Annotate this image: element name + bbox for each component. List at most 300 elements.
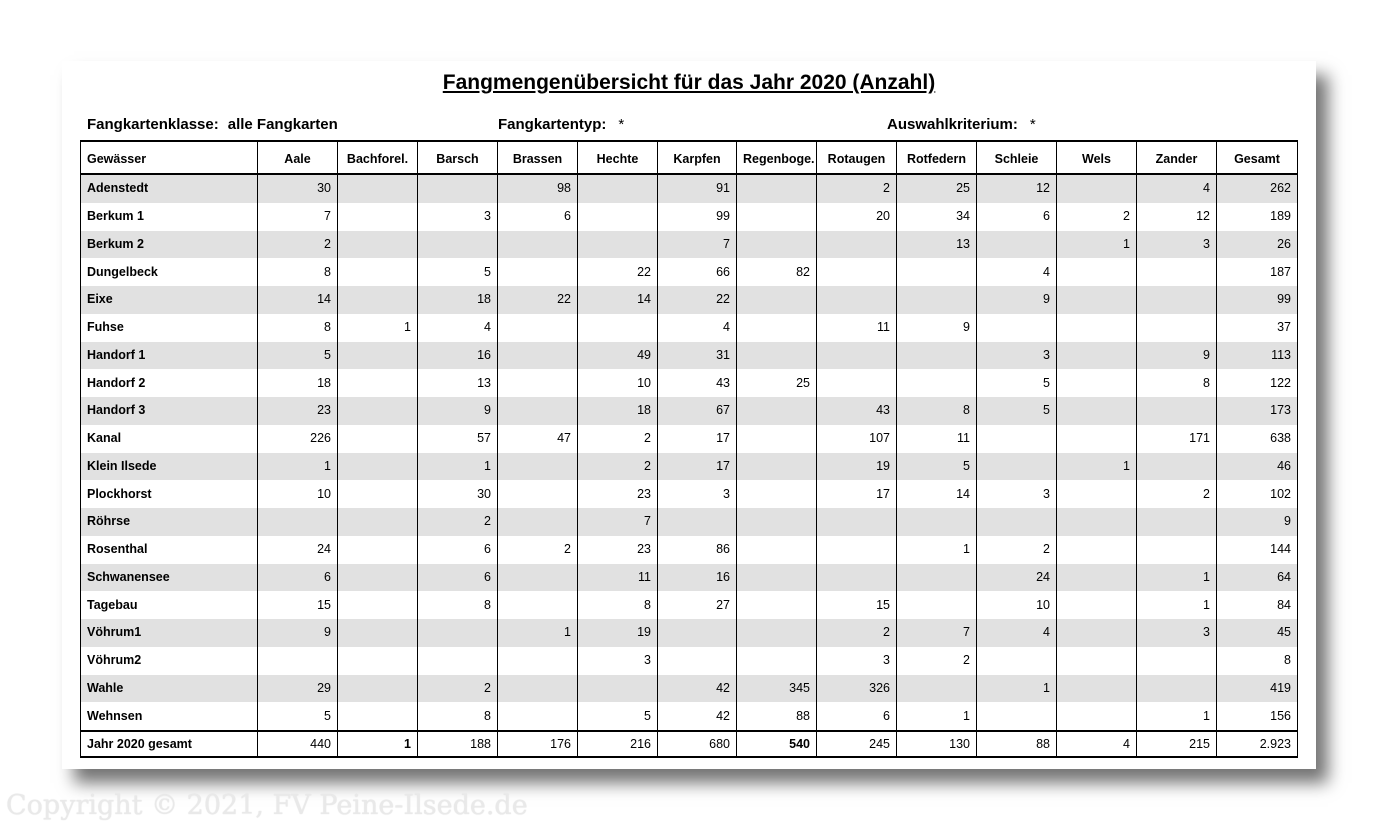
count-cell bbox=[817, 508, 897, 536]
count-cell bbox=[737, 203, 817, 231]
count-cell: 16 bbox=[418, 342, 498, 370]
count-cell: 2 bbox=[258, 231, 338, 259]
count-cell: 8 bbox=[578, 591, 658, 619]
count-cell: 122 bbox=[1217, 369, 1298, 397]
count-cell: 57 bbox=[418, 425, 498, 453]
count-cell bbox=[578, 203, 658, 231]
count-cell: 14 bbox=[897, 480, 977, 508]
count-cell: 25 bbox=[897, 174, 977, 203]
count-cell: 3 bbox=[1137, 231, 1217, 259]
copyright-watermark: Copyright © 2021, FV Peine-Ilsede.de bbox=[6, 790, 528, 821]
count-cell bbox=[977, 453, 1057, 481]
count-cell bbox=[338, 258, 418, 286]
count-cell bbox=[498, 397, 578, 425]
column-header: Wels bbox=[1057, 141, 1137, 174]
count-cell: 1 bbox=[258, 453, 338, 481]
count-cell: 12 bbox=[977, 174, 1057, 203]
meta-auswahlkriterium bbox=[887, 116, 1036, 133]
count-cell: 17 bbox=[817, 480, 897, 508]
count-cell: 4 bbox=[658, 314, 737, 342]
water-name-cell: Tagebau bbox=[81, 591, 258, 619]
column-header: Rotaugen bbox=[817, 141, 897, 174]
count-cell: 8 bbox=[1217, 647, 1298, 675]
water-name-cell: Schwanensee bbox=[81, 564, 258, 592]
count-cell: 2 bbox=[817, 174, 897, 203]
count-cell bbox=[977, 231, 1057, 259]
count-cell bbox=[897, 508, 977, 536]
count-cell: 45 bbox=[1217, 619, 1298, 647]
table-row bbox=[81, 397, 1298, 425]
table-row bbox=[81, 453, 1298, 481]
count-cell bbox=[817, 536, 897, 564]
count-cell: 7 bbox=[658, 231, 737, 259]
count-cell: 25 bbox=[737, 369, 817, 397]
count-cell bbox=[737, 564, 817, 592]
count-cell bbox=[498, 508, 578, 536]
count-cell: 2 bbox=[578, 425, 658, 453]
meta-label-krit: Auswahlkriterium: bbox=[887, 116, 1018, 133]
meta-label-typ: Fangkartentyp: bbox=[498, 116, 607, 133]
count-cell bbox=[498, 675, 578, 703]
column-header: Brassen bbox=[498, 141, 578, 174]
count-cell: 5 bbox=[578, 702, 658, 731]
count-cell bbox=[737, 480, 817, 508]
count-cell: 91 bbox=[658, 174, 737, 203]
water-name-cell: Berkum 1 bbox=[81, 203, 258, 231]
count-cell bbox=[578, 174, 658, 203]
count-cell: 6 bbox=[498, 203, 578, 231]
count-cell: 8 bbox=[418, 702, 498, 731]
count-cell: 66 bbox=[658, 258, 737, 286]
count-cell bbox=[578, 675, 658, 703]
count-cell: 4 bbox=[977, 619, 1057, 647]
count-cell bbox=[817, 258, 897, 286]
count-cell: 98 bbox=[498, 174, 578, 203]
count-cell: 1 bbox=[897, 536, 977, 564]
water-name-cell: Kanal bbox=[81, 425, 258, 453]
count-cell bbox=[897, 286, 977, 314]
count-cell: 82 bbox=[737, 258, 817, 286]
count-cell bbox=[817, 231, 897, 259]
count-cell bbox=[977, 702, 1057, 731]
count-cell bbox=[338, 369, 418, 397]
count-cell: 18 bbox=[418, 286, 498, 314]
total-cell: 88 bbox=[977, 731, 1057, 757]
count-cell bbox=[737, 425, 817, 453]
count-cell: 1 bbox=[1057, 453, 1137, 481]
count-cell bbox=[737, 591, 817, 619]
count-cell bbox=[1057, 619, 1137, 647]
count-cell: 2 bbox=[897, 647, 977, 675]
count-cell: 15 bbox=[817, 591, 897, 619]
count-cell: 6 bbox=[977, 203, 1057, 231]
total-cell: 680 bbox=[658, 731, 737, 757]
count-cell bbox=[977, 647, 1057, 675]
water-name-cell: Vöhrum2 bbox=[81, 647, 258, 675]
water-name-cell: Rosenthal bbox=[81, 536, 258, 564]
count-cell: 9 bbox=[1217, 508, 1298, 536]
column-header: Aale bbox=[258, 141, 338, 174]
count-cell bbox=[897, 591, 977, 619]
count-cell: 18 bbox=[578, 397, 658, 425]
count-cell: 9 bbox=[1137, 342, 1217, 370]
count-cell: 86 bbox=[658, 536, 737, 564]
count-cell: 23 bbox=[578, 480, 658, 508]
count-cell: 49 bbox=[578, 342, 658, 370]
count-cell bbox=[1137, 536, 1217, 564]
count-cell bbox=[737, 647, 817, 675]
count-cell bbox=[737, 453, 817, 481]
count-cell: 27 bbox=[658, 591, 737, 619]
count-cell bbox=[498, 564, 578, 592]
count-cell: 4 bbox=[977, 258, 1057, 286]
count-cell: 11 bbox=[897, 425, 977, 453]
count-cell: 24 bbox=[258, 536, 338, 564]
count-cell: 171 bbox=[1137, 425, 1217, 453]
count-cell bbox=[338, 591, 418, 619]
table-row bbox=[81, 174, 1298, 203]
count-cell bbox=[817, 564, 897, 592]
count-cell: 2 bbox=[1057, 203, 1137, 231]
count-cell: 5 bbox=[977, 369, 1057, 397]
count-cell: 3 bbox=[578, 647, 658, 675]
count-cell: 7 bbox=[897, 619, 977, 647]
count-cell: 84 bbox=[1217, 591, 1298, 619]
total-cell: 440 bbox=[258, 731, 338, 757]
count-cell bbox=[338, 619, 418, 647]
count-cell: 10 bbox=[258, 480, 338, 508]
count-cell: 10 bbox=[977, 591, 1057, 619]
count-cell: 6 bbox=[258, 564, 338, 592]
count-cell bbox=[338, 397, 418, 425]
table-row bbox=[81, 231, 1298, 259]
total-cell: 245 bbox=[817, 731, 897, 757]
count-cell bbox=[1137, 647, 1217, 675]
column-header: Zander bbox=[1137, 141, 1217, 174]
count-cell bbox=[498, 480, 578, 508]
count-cell: 1 bbox=[977, 675, 1057, 703]
count-cell: 6 bbox=[817, 702, 897, 731]
count-cell: 23 bbox=[258, 397, 338, 425]
table-row bbox=[81, 564, 1298, 592]
count-cell: 5 bbox=[258, 702, 338, 731]
count-cell bbox=[1057, 675, 1137, 703]
total-label-cell: Jahr 2020 gesamt bbox=[81, 731, 258, 757]
count-cell bbox=[258, 508, 338, 536]
total-cell: 540 bbox=[737, 731, 817, 757]
table-row bbox=[81, 480, 1298, 508]
count-cell bbox=[498, 453, 578, 481]
meta-fangkartentyp bbox=[498, 116, 624, 133]
count-cell: 19 bbox=[817, 453, 897, 481]
count-cell bbox=[817, 342, 897, 370]
count-cell bbox=[737, 174, 817, 203]
count-cell: 2 bbox=[817, 619, 897, 647]
water-name-cell: Handorf 2 bbox=[81, 369, 258, 397]
count-cell: 262 bbox=[1217, 174, 1298, 203]
water-name-cell: Klein Ilsede bbox=[81, 453, 258, 481]
count-cell: 34 bbox=[897, 203, 977, 231]
water-name-cell: Vöhrum1 bbox=[81, 619, 258, 647]
table-row bbox=[81, 675, 1298, 703]
count-cell: 5 bbox=[897, 453, 977, 481]
count-cell: 2 bbox=[418, 508, 498, 536]
count-cell bbox=[498, 342, 578, 370]
column-header: Rotfedern bbox=[897, 141, 977, 174]
count-cell: 3 bbox=[977, 480, 1057, 508]
water-name-cell: Röhrse bbox=[81, 508, 258, 536]
table-row bbox=[81, 314, 1298, 342]
count-cell: 14 bbox=[258, 286, 338, 314]
meta-value-krit: * bbox=[1029, 116, 1036, 133]
count-cell bbox=[1057, 397, 1137, 425]
count-cell: 22 bbox=[578, 258, 658, 286]
count-cell bbox=[578, 314, 658, 342]
table-total-row bbox=[81, 731, 1298, 757]
table-row bbox=[81, 342, 1298, 370]
count-cell bbox=[498, 258, 578, 286]
count-cell: 6 bbox=[418, 564, 498, 592]
water-name-cell: Fuhse bbox=[81, 314, 258, 342]
count-cell: 7 bbox=[578, 508, 658, 536]
count-cell: 173 bbox=[1217, 397, 1298, 425]
count-cell: 1 bbox=[1057, 231, 1137, 259]
count-cell bbox=[418, 174, 498, 203]
count-cell bbox=[1057, 702, 1137, 731]
count-cell bbox=[498, 314, 578, 342]
count-cell: 14 bbox=[578, 286, 658, 314]
count-cell: 107 bbox=[817, 425, 897, 453]
count-cell: 8 bbox=[418, 591, 498, 619]
count-cell: 11 bbox=[578, 564, 658, 592]
count-cell bbox=[1137, 258, 1217, 286]
count-cell: 43 bbox=[658, 369, 737, 397]
count-cell bbox=[1137, 675, 1217, 703]
water-name-cell: Handorf 1 bbox=[81, 342, 258, 370]
count-cell: 6 bbox=[418, 536, 498, 564]
count-cell: 37 bbox=[1217, 314, 1298, 342]
total-cell: 4 bbox=[1057, 731, 1137, 757]
count-cell: 64 bbox=[1217, 564, 1298, 592]
count-cell bbox=[1057, 508, 1137, 536]
count-cell: 3 bbox=[418, 203, 498, 231]
count-cell bbox=[338, 174, 418, 203]
count-cell: 24 bbox=[977, 564, 1057, 592]
table-row bbox=[81, 647, 1298, 675]
count-cell bbox=[1057, 314, 1137, 342]
table-row bbox=[81, 425, 1298, 453]
count-cell: 3 bbox=[977, 342, 1057, 370]
count-cell: 8 bbox=[897, 397, 977, 425]
count-cell: 419 bbox=[1217, 675, 1298, 703]
count-cell bbox=[1137, 453, 1217, 481]
count-cell: 5 bbox=[418, 258, 498, 286]
count-cell: 9 bbox=[258, 619, 338, 647]
count-cell: 1 bbox=[338, 314, 418, 342]
count-cell: 5 bbox=[977, 397, 1057, 425]
count-cell: 7 bbox=[258, 203, 338, 231]
table-row bbox=[81, 619, 1298, 647]
column-header: Barsch bbox=[418, 141, 498, 174]
count-cell: 4 bbox=[1137, 174, 1217, 203]
count-cell bbox=[498, 591, 578, 619]
count-cell: 42 bbox=[658, 675, 737, 703]
count-cell: 46 bbox=[1217, 453, 1298, 481]
count-cell bbox=[498, 702, 578, 731]
count-cell bbox=[1057, 286, 1137, 314]
count-cell: 12 bbox=[1137, 203, 1217, 231]
count-cell bbox=[1057, 480, 1137, 508]
count-cell: 17 bbox=[658, 425, 737, 453]
count-cell: 22 bbox=[658, 286, 737, 314]
count-cell bbox=[1057, 536, 1137, 564]
count-cell: 29 bbox=[258, 675, 338, 703]
count-cell: 2 bbox=[977, 536, 1057, 564]
count-cell bbox=[418, 647, 498, 675]
count-cell: 638 bbox=[1217, 425, 1298, 453]
count-cell: 9 bbox=[418, 397, 498, 425]
count-cell bbox=[817, 286, 897, 314]
meta-value-klasse: alle Fangkarten bbox=[227, 116, 338, 133]
count-cell bbox=[817, 369, 897, 397]
count-cell bbox=[338, 203, 418, 231]
count-cell: 8 bbox=[1137, 369, 1217, 397]
count-cell bbox=[897, 342, 977, 370]
count-cell bbox=[498, 231, 578, 259]
count-cell: 8 bbox=[258, 314, 338, 342]
count-cell: 88 bbox=[737, 702, 817, 731]
count-cell bbox=[338, 453, 418, 481]
count-cell: 187 bbox=[1217, 258, 1298, 286]
count-cell: 99 bbox=[658, 203, 737, 231]
water-name-cell: Berkum 2 bbox=[81, 231, 258, 259]
count-cell bbox=[338, 702, 418, 731]
total-cell: 216 bbox=[578, 731, 658, 757]
count-cell bbox=[338, 286, 418, 314]
table-row bbox=[81, 591, 1298, 619]
water-name-cell: Plockhorst bbox=[81, 480, 258, 508]
count-cell: 2 bbox=[498, 536, 578, 564]
table-header-row bbox=[81, 141, 1298, 174]
count-cell bbox=[338, 536, 418, 564]
count-cell: 226 bbox=[258, 425, 338, 453]
count-cell bbox=[1057, 564, 1137, 592]
count-cell: 102 bbox=[1217, 480, 1298, 508]
column-header: Gesamt bbox=[1217, 141, 1298, 174]
count-cell: 19 bbox=[578, 619, 658, 647]
count-cell: 10 bbox=[578, 369, 658, 397]
count-cell bbox=[1137, 314, 1217, 342]
count-cell: 20 bbox=[817, 203, 897, 231]
count-cell bbox=[578, 231, 658, 259]
count-cell bbox=[1057, 174, 1137, 203]
count-cell bbox=[338, 480, 418, 508]
table-row bbox=[81, 286, 1298, 314]
count-cell bbox=[418, 231, 498, 259]
count-cell bbox=[338, 342, 418, 370]
count-cell: 11 bbox=[817, 314, 897, 342]
count-cell: 42 bbox=[658, 702, 737, 731]
count-cell: 1 bbox=[498, 619, 578, 647]
table-row bbox=[81, 258, 1298, 286]
count-cell bbox=[737, 314, 817, 342]
table-row bbox=[81, 536, 1298, 564]
count-cell bbox=[977, 314, 1057, 342]
column-header: Hechte bbox=[578, 141, 658, 174]
count-cell: 43 bbox=[817, 397, 897, 425]
count-cell bbox=[1137, 397, 1217, 425]
total-cell: 2.923 bbox=[1217, 731, 1298, 757]
column-header: Bachforel. bbox=[338, 141, 418, 174]
count-cell: 30 bbox=[258, 174, 338, 203]
count-cell bbox=[338, 675, 418, 703]
count-cell bbox=[1057, 591, 1137, 619]
water-name-cell: Eixe bbox=[81, 286, 258, 314]
meta-label-klasse: Fangkartenklasse: bbox=[87, 116, 219, 133]
count-cell bbox=[977, 508, 1057, 536]
count-cell: 22 bbox=[498, 286, 578, 314]
count-cell: 1 bbox=[1137, 702, 1217, 731]
water-name-cell: Wahle bbox=[81, 675, 258, 703]
count-cell bbox=[418, 619, 498, 647]
column-header: Schleie bbox=[977, 141, 1057, 174]
count-cell bbox=[1057, 647, 1137, 675]
count-cell: 144 bbox=[1217, 536, 1298, 564]
count-cell: 1 bbox=[1137, 591, 1217, 619]
count-cell: 189 bbox=[1217, 203, 1298, 231]
total-cell: 1 bbox=[338, 731, 418, 757]
count-cell: 5 bbox=[258, 342, 338, 370]
count-cell: 17 bbox=[658, 453, 737, 481]
count-cell bbox=[1137, 508, 1217, 536]
report-page bbox=[62, 61, 1316, 769]
count-cell: 1 bbox=[418, 453, 498, 481]
count-cell: 9 bbox=[897, 314, 977, 342]
count-cell bbox=[658, 619, 737, 647]
count-cell: 13 bbox=[418, 369, 498, 397]
count-cell: 113 bbox=[1217, 342, 1298, 370]
column-header: Gewässer bbox=[81, 141, 258, 174]
count-cell bbox=[897, 564, 977, 592]
count-cell bbox=[338, 231, 418, 259]
count-cell bbox=[498, 369, 578, 397]
count-cell bbox=[737, 286, 817, 314]
count-cell bbox=[1057, 369, 1137, 397]
count-cell bbox=[658, 647, 737, 675]
table-row bbox=[81, 369, 1298, 397]
meta-value-typ: * bbox=[618, 116, 625, 133]
water-name-cell: Wehnsen bbox=[81, 702, 258, 731]
count-cell: 15 bbox=[258, 591, 338, 619]
table-row bbox=[81, 702, 1298, 731]
report-title: Fangmengenübersicht für das Jahr 2020 (Anzahl) bbox=[442, 71, 936, 94]
count-cell: 9 bbox=[977, 286, 1057, 314]
count-cell bbox=[498, 647, 578, 675]
count-cell bbox=[658, 508, 737, 536]
count-cell: 2 bbox=[578, 453, 658, 481]
count-cell bbox=[897, 675, 977, 703]
count-cell: 345 bbox=[737, 675, 817, 703]
count-cell: 8 bbox=[258, 258, 338, 286]
table-row bbox=[81, 508, 1298, 536]
count-cell: 31 bbox=[658, 342, 737, 370]
count-cell bbox=[897, 258, 977, 286]
count-cell: 3 bbox=[1137, 619, 1217, 647]
total-cell: 176 bbox=[498, 731, 578, 757]
count-cell: 47 bbox=[498, 425, 578, 453]
count-cell: 3 bbox=[817, 647, 897, 675]
count-cell bbox=[1057, 342, 1137, 370]
